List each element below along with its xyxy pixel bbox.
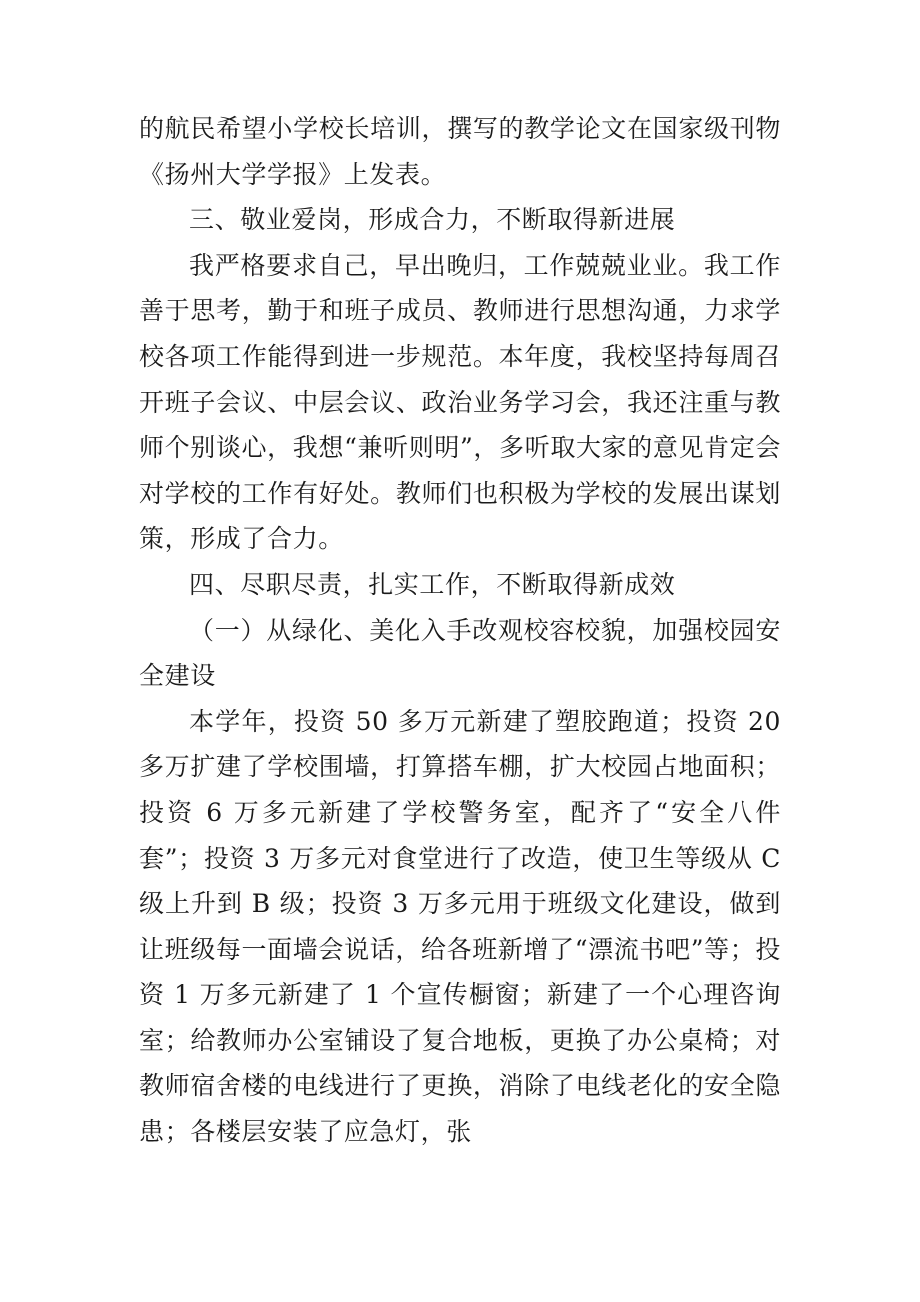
paragraph-continuation: 的航民希望小学校长培训，撰写的教学论文在国家级刊物《扬州大学学报》上发表。	[139, 114, 781, 189]
paragraph-investments: 本学年，投资 50 多万元新建了塑胶跑道；投资 20 多万扩建了学校围墙，打算搭车棚，扩大校园占地面积；投资 6 万多元新建了学校警务室，配齐了“安全八件套”；投资 3 万多元对食堂进行了改造，使卫生等级从 C 级上升到 B 级；投资 3 万多元用于班级文化建设，做到让班级每一面墙会说话，给各班新增了“漂流书吧”等；投资 1 万多元新建了 1 个宣传橱窗；新建了一个心理咨询室；给教师办公室铺设了复合地板，更换了办公桌椅；对教师宿舍楼的电线进行了更换，消除了电线老化的安全隐患；各楼层安装了应急灯，张	[139, 706, 781, 1147]
section-heading-4: 四、尽职尽责，扎实工作，不断取得新成效	[189, 569, 676, 599]
paragraph-work-attitude: 我严格要求自己，早出晚归，工作兢兢业业。我工作善于思考，勤于和班子成员、教师进行思想沟通，力求学校各项工作能得到进一步规范。本年度，我校坚持每周召开班子会议、中层会议、政治业务学习会，我还注重与教师个别谈心，我想“兼听则明”，多听取大家的意见肯定会对学校的工作有好处。教师们也积极为学校的发展出谋划策，形成了合力。	[139, 250, 781, 554]
subsection-heading-1: （一）从绿化、美化入手改观校容校貌，加强校园安全建设	[139, 615, 781, 691]
section-heading-3: 三、敬业爱岗，形成合力，不断取得新进展	[189, 205, 676, 235]
document-page	[139, 106, 781, 1155]
